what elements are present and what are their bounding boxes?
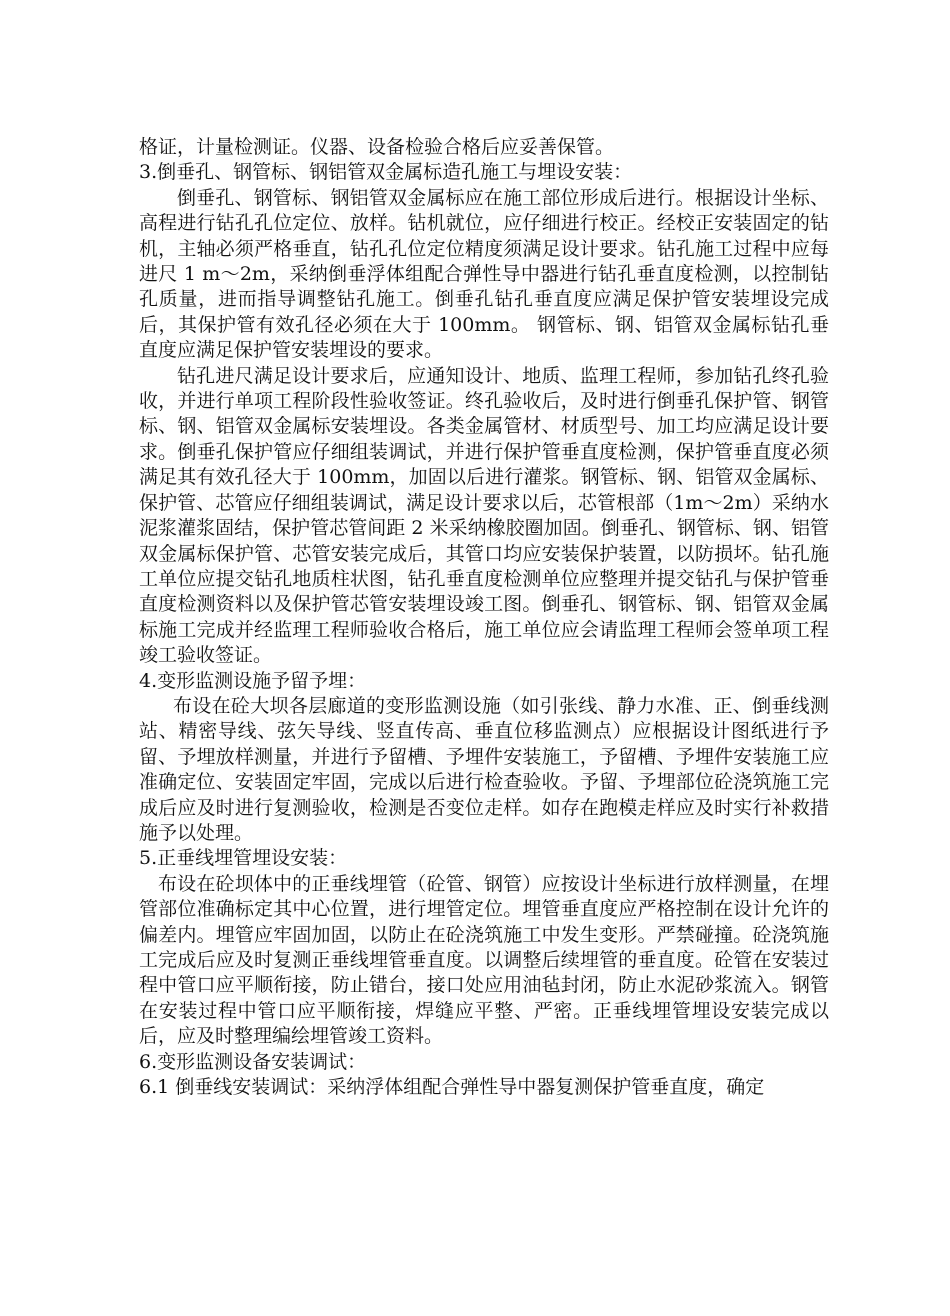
section-heading-3: 3.倒垂孔、钢管标、钢铝管双金属标造孔施工与埋设安装：	[139, 161, 633, 184]
paragraph-plumb-line-pipe: 布设在砼坝体中的正垂线埋管（砼管、钢管）应按设计坐标进行放样测量，在埋管部位准确标定其中心位置，进行埋管定位。埋管垂直度应严格控制在设计允许的偏差内。埋管应牢固加固，以防止在砼浇筑施工中发生变形。严禁碰撞。砼浇筑施工完成后应及时复测正垂线埋管垂直度。以调整后续埋管的垂直度。砼管在安装过程中管口应平顺衔接，防止错台，接口处应用油毡封闭，防止水泥砂浆流入。钢管在安装过程中管口应平顺衔接，焊缝应平整、严密。正垂线埋管埋设安装完成以后，应及时整理编绘埋管竣工资料。	[139, 872, 829, 1048]
paragraph-cert-continuation: 格证，计量检测证。仪器、设备检验合格后应妥善保管。	[139, 136, 615, 158]
section-heading-6: 6.变形监测设备安装调试：	[139, 1050, 367, 1073]
paragraph-drilling-positioning: 倒垂孔、钢管标、钢铝管双金属标应在施工部位形成后进行。根据设计坐标、高程进行钻孔孔位定位、放样。钻机就位，应仔细进行校正。经校正安装固定的钻机，主轴必须严格垂直，钻孔孔位定位精度须满足设计要求。钻孔施工过程中应每进尺 1 m～2m，采纳倒垂浮体组配合弹性导中器进行钻孔垂直度检测，以控制钻孔质量，进而指导调整钻孔施工。倒垂孔钻孔垂直度应满足保护管安装埋设完成后，其保护管有效孔径必须在大于 100mm。 钢管标、钢、铝管双金属标钻孔垂直度应满足保护管安装埋设的要求。	[139, 186, 829, 362]
paragraph-embedded-parts: 布设在砼大坝各层廊道的变形监测设施（如引张线、静力水准、正、倒垂线测站、精密导线、弦矢导线、竖直传高、垂直位移监测点）应根据设计图纸进行予留、予埋放样测量，并进行予留槽、予埋件安装施工，予留槽、予埋件安装施工应准确定位、安装固定牢固，完成以后进行检查验收。予留、予埋部位砼浇筑施工完成后应及时进行复测验收，检测是否变位走样。如存在跑模走样应及时实行补救措施予以处理。	[139, 694, 829, 844]
document-page	[139, 135, 829, 1100]
section-heading-4: 4.变形监测设施予留予埋：	[139, 669, 367, 692]
paragraph-drilling-acceptance: 钻孔进尺满足设计要求后，应通知设计、地质、监理工程师，参加钻孔终孔验收，并进行单项工程阶段性验收签证。终孔验收后，及时进行倒垂孔保护管、钢管标、钢、铝管双金属标安装埋设。各类金属管材、材质型号、加工均应满足设计要求。倒垂孔保护管应仔细组装调试，并进行保护管垂直度检测，保护管垂直度必须满足其有效孔径大于 100mm，加固以后进行灌浆。钢管标、钢、铝管双金属标、保护管、芯管应仔细组装调试，满足设计要求以后，芯管根部（1m～2m）采纳水泥浆灌浆固结，保护管芯管间距 2 米采纳橡胶圈加固。倒垂孔、钢管标、钢、铝管双金属标保护管、芯管安装完成后，其管口均应安装保护装置，以防损坏。钻孔施工单位应提交钻孔地质柱状图，钻孔垂直度检测单位应整理并提交钻孔与保护管垂直度检测资料以及保护管芯管安装埋设竣工图。倒垂孔、钢管标、钢、铝管双金属标施工完成并经监理工程师验收合格后，施工单位应会请监理工程师会签单项工程竣工验收签证。	[139, 364, 829, 667]
section-heading-5: 5.正垂线埋管埋设安装：	[139, 847, 348, 870]
paragraph-inverted-plumb-install: 6.1 倒垂线安装调试：采纳浮体组配合弹性导中器复测保护管垂直度，确定	[139, 1076, 765, 1099]
